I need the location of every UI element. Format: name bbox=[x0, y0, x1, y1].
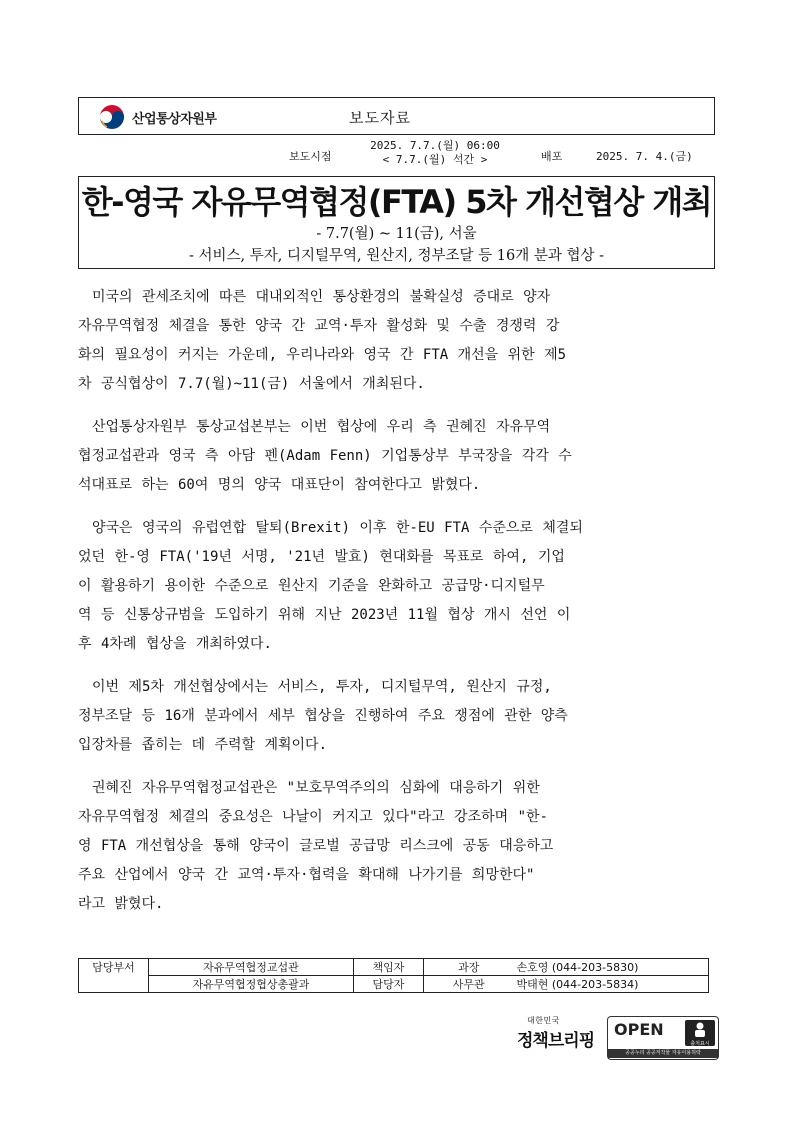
body-text bbox=[78, 283, 724, 933]
paragraph-line: 이 활용하기 용이한 수준으로 원산지 기준을 완화하고 공급망·디지털무 bbox=[78, 578, 545, 594]
paragraph-line: 입장차를 좁히는 데 주력할 계획이다. bbox=[78, 737, 328, 753]
briefing-big-text: 정책브리핑 bbox=[517, 1031, 595, 1051]
embargo-time bbox=[360, 139, 510, 167]
taegeuk-logo-icon bbox=[99, 104, 125, 130]
open-word: OPEN bbox=[614, 1020, 664, 1039]
division-cell: 자유무역협정교섭관 bbox=[149, 959, 354, 976]
paragraph-line: 이번 제5차 개선협상에서는 서비스, 투자, 디지털무역, 원산지 규정, bbox=[92, 679, 552, 695]
briefing-small-text: 대한민국 bbox=[527, 1016, 560, 1025]
policy-briefing-logo bbox=[517, 1015, 601, 1057]
distribution-label: 배포 bbox=[541, 150, 563, 163]
release-type: 보도자료 bbox=[349, 109, 411, 127]
ministry-name: 산업통상자원부 bbox=[132, 111, 217, 127]
paragraph-line: 석대표로 하는 60여 명의 양국 대표단이 참여한다고 밝혔다. bbox=[78, 477, 481, 493]
division-cell: 자유무역협정협상총괄과 bbox=[149, 976, 354, 993]
role-cell: 담당자 bbox=[354, 976, 424, 993]
paragraph-line: 역 등 신통상규범을 도입하기 위해 지난 2023년 11월 협상 개시 선언 이 bbox=[78, 607, 571, 623]
paragraph-line: 라고 밝혔다. bbox=[78, 896, 164, 912]
paragraph-line: 권혜진 자유무역협정교섭관은 "보호무역주의의 심화에 대응하기 위한 bbox=[92, 780, 540, 796]
person-cell: 박태현 (044-203-5834) bbox=[514, 976, 709, 993]
subtitle-date: - 7.7(월) ~ 11(금), 서울 bbox=[316, 226, 477, 242]
attribution-icon bbox=[685, 1020, 715, 1046]
paragraph bbox=[78, 413, 724, 500]
table-row bbox=[79, 959, 709, 976]
dept-label: 담당부서 bbox=[79, 959, 149, 993]
table-row bbox=[79, 976, 709, 993]
title-box bbox=[78, 176, 715, 269]
header-box bbox=[78, 97, 715, 135]
paragraph-line: 화의 필요성이 커지는 가운데, 우리나라와 영국 간 FTA 개선을 위한 제5 bbox=[78, 347, 567, 363]
paragraph bbox=[78, 283, 724, 399]
paragraph-line: 었던 한-영 FTA('19년 서명, '21년 발효) 현대화를 목표로 하여, 기업 bbox=[78, 549, 565, 565]
person-cell: 손호영 (044-203-5830) bbox=[514, 959, 709, 976]
paragraph-line: 협정교섭관과 영국 측 아담 펜(Adam Fenn) 기업통상부 부국장을 각각 수 bbox=[78, 448, 572, 464]
page-title: 한-영국 자유무역협정(FTA) 5차 개선협상 개최 bbox=[81, 183, 712, 221]
title-cell: 사무관 bbox=[424, 976, 514, 993]
paragraph bbox=[78, 774, 724, 919]
paragraph-line: 정부조달 등 16개 분과에서 세부 협상을 진행하여 주요 쟁점에 관한 양측 bbox=[78, 708, 568, 724]
paragraph-line: 차 공식협상이 7.7(월)~11(금) 서울에서 개최된다. bbox=[78, 376, 425, 392]
paragraph-line: 자유무역협정 체결을 통한 양국 간 교역·투자 활성화 및 수출 경쟁력 강 bbox=[78, 318, 560, 334]
role-cell: 책임자 bbox=[354, 959, 424, 976]
kogl-open-logo bbox=[607, 1016, 719, 1060]
paragraph bbox=[78, 514, 724, 659]
subtitle-topics: - 서비스, 투자, 디지털무역, 원산지, 정부조달 등 16개 분과 협상 - bbox=[189, 248, 604, 264]
open-caption: 공공누리 공공저작물 자유이용허락 bbox=[608, 1049, 718, 1058]
distribution-date: 2025. 7. 4.(금) bbox=[596, 150, 693, 163]
open-icon-text: 출처표시 bbox=[690, 1041, 710, 1047]
ministry-logo bbox=[99, 104, 216, 130]
paragraph-line: 후 4차례 협상을 개최하였다. bbox=[78, 636, 272, 652]
paragraph-line: 양국은 영국의 유럽연합 탈퇴(Brexit) 이후 한-EU FTA 수준으로 체결되 bbox=[92, 520, 583, 536]
person-icon bbox=[685, 1020, 715, 1038]
embargo-line-2: < 7.7.(월) 석간 > bbox=[382, 153, 488, 166]
paragraph-line: 주요 산업에서 양국 간 교역·투자·협력을 확대해 나가기를 희망한다" bbox=[78, 867, 535, 883]
embargo-label: 보도시점 bbox=[289, 150, 332, 163]
paragraph-line: 영 FTA 개선협상을 통해 양국이 글로벌 공급망 리스크에 공동 대응하고 bbox=[78, 838, 554, 854]
embargo-line-1: 2025. 7.7.(월) 06:00 bbox=[370, 139, 500, 152]
contact-table bbox=[78, 958, 709, 993]
title-cell: 과장 bbox=[424, 959, 514, 976]
paragraph-line: 산업통상자원부 통상교섭본부는 이번 협상에 우리 측 권혜진 자유무역 bbox=[92, 419, 551, 435]
paragraph bbox=[78, 673, 724, 760]
paragraph-line: 미국의 관세조치에 따른 대내외적인 통상환경의 불확실성 증대로 양자 bbox=[92, 289, 551, 305]
paragraph-line: 자유무역협정 체결의 중요성은 나날이 커지고 있다"라고 강조하며 "한- bbox=[78, 809, 548, 825]
release-info bbox=[0, 139, 794, 171]
